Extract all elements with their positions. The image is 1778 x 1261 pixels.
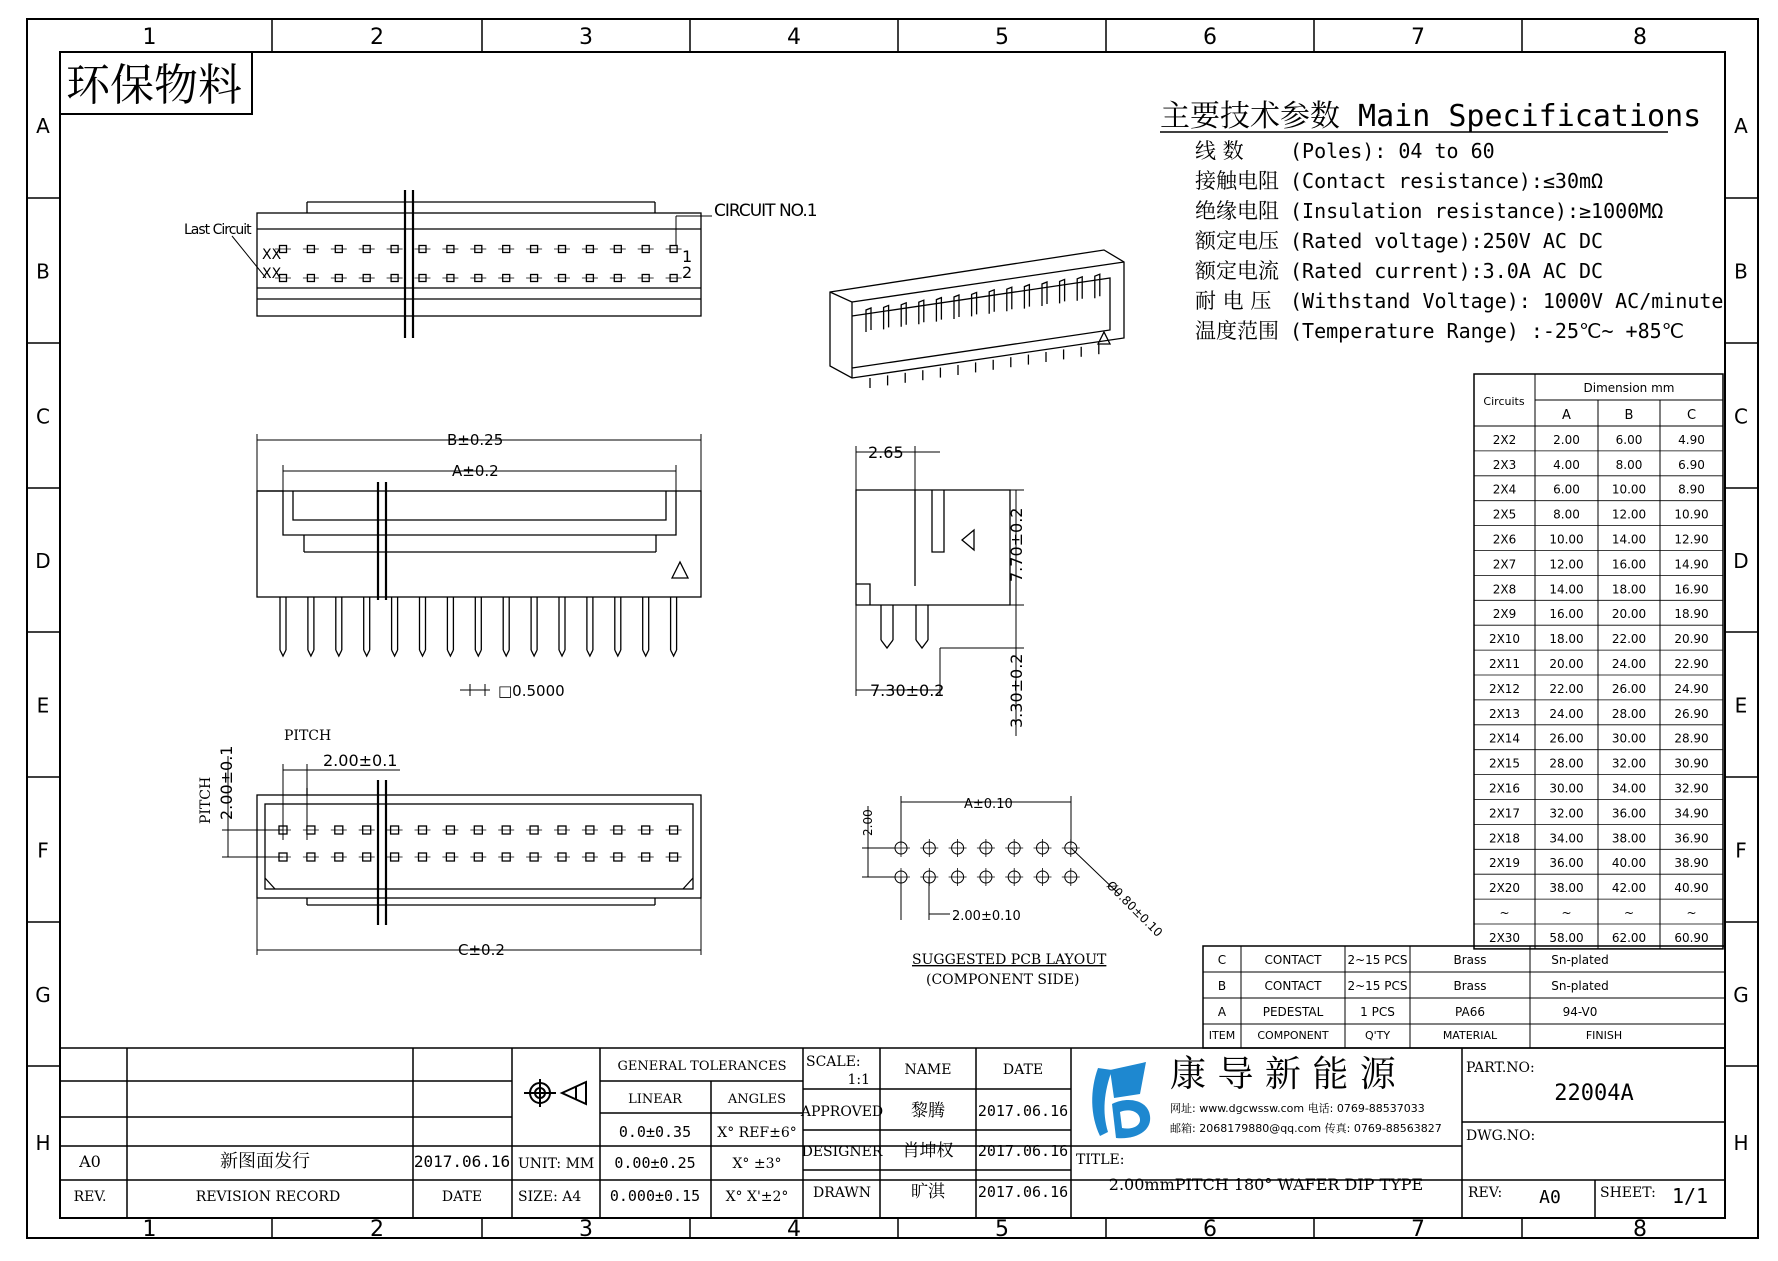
signoff-date: 2017.06.16	[977, 1142, 1069, 1160]
dimension-cell: 18.00	[1549, 632, 1584, 647]
dimension-cell: 6.00	[1553, 482, 1580, 497]
bom-cell: 94-V0	[1562, 1005, 1598, 1019]
bom-header: FINISH	[1585, 1029, 1623, 1042]
pin1-label: 1	[682, 247, 693, 266]
specs-list	[1195, 139, 1723, 343]
dimension-cell: 26.90	[1674, 706, 1709, 721]
pcb-layout-subtitle: (COMPONENT SIDE)	[926, 972, 1080, 988]
linear-tolerance: 0.0±0.35	[618, 1123, 692, 1141]
linear-title: LINEAR	[628, 1092, 682, 1107]
dimension-cell: 26.00	[1611, 681, 1647, 696]
bom-cell: CONTACT	[1264, 953, 1322, 967]
side-lead-dim: 3.30±0.2	[1007, 653, 1026, 728]
bom-cell: Sn-plated	[1551, 979, 1609, 993]
dimension-cell: 2X19	[1488, 856, 1521, 871]
scale-label: SCALE:	[806, 1054, 861, 1070]
dimension-cell: 22.90	[1674, 657, 1709, 671]
company-contact-1: 网址: www.dgcwssw.com 电话: 0769-88537033	[1170, 1102, 1425, 1115]
dimension-cell: 38.90	[1674, 856, 1709, 871]
circuit-no1-label: CIRCUIT NO.1	[714, 201, 817, 221]
dimension-cell: 8.00	[1553, 507, 1580, 522]
pcb-hole-dimension: Ø0.80±0.10	[1103, 878, 1166, 940]
frame-row-left: D	[35, 549, 51, 573]
dimension-cell: 2X4	[1492, 482, 1517, 497]
dimension-cell: 22.00	[1549, 681, 1584, 696]
frame-row-right: C	[1734, 404, 1748, 429]
dimension-cell: 2X5	[1492, 507, 1517, 522]
sheet-label: SHEET:	[1600, 1185, 1656, 1201]
unit-label: UNIT: MM	[518, 1156, 595, 1172]
frame-row-right: A	[1734, 114, 1748, 138]
dimension-cell: 2X10	[1488, 632, 1521, 647]
dimension-cell: 4.90	[1678, 432, 1705, 447]
company-logo	[1092, 1062, 1150, 1138]
frame-row-right: B	[1734, 259, 1748, 284]
dimension-cell: 40.90	[1674, 881, 1709, 896]
dimension-cell: 62.00	[1611, 930, 1647, 945]
frame-row-left: F	[37, 838, 49, 863]
dimension-cell: 10.00	[1549, 532, 1584, 547]
dimension-cell: 20.00	[1611, 607, 1647, 622]
dimension-cell: 16.90	[1674, 582, 1709, 597]
dimension-cell: 18.90	[1674, 607, 1709, 622]
dimension-cell: 58.00	[1549, 930, 1584, 945]
dimension-cell: 2X9	[1492, 607, 1517, 622]
signoff-name: 黎腾	[911, 1101, 945, 1121]
spec-text: (Rated voltage):250V AC DC	[1290, 229, 1604, 253]
dimension-cell: 14.00	[1611, 532, 1647, 547]
spec-label: 接触电阻	[1195, 169, 1279, 193]
frame-row-right: D	[1733, 549, 1749, 573]
spec-label: 温度范围	[1195, 319, 1279, 343]
last-circuit-leader	[232, 236, 266, 278]
dimension-cell: 38.00	[1549, 881, 1584, 896]
frame-col-bottom: 5	[995, 1217, 1009, 1242]
circuits-header: Circuits	[1483, 395, 1525, 408]
dimension-cell: 20.00	[1549, 657, 1584, 671]
linear-tolerance: 0.000±0.15	[609, 1187, 701, 1205]
scale-value: 1:1	[847, 1072, 870, 1088]
signoff-date: 2017.06.16	[977, 1102, 1069, 1120]
dimension-cell: 2X18	[1488, 831, 1521, 846]
dimension-col-header: C	[1686, 408, 1697, 423]
dimension-cell: 2X12	[1488, 681, 1521, 696]
angles-title: ANGLES	[727, 1092, 787, 1107]
dimension-cell: 36.90	[1674, 831, 1709, 846]
frame-row-left: G	[35, 983, 51, 1007]
dimension-cell: 2X13	[1488, 706, 1521, 721]
dimension-cell: 6.00	[1615, 432, 1643, 447]
dimension-cell: 12.00	[1549, 557, 1584, 572]
frame-col-top: 1	[142, 25, 157, 50]
frame-col-bottom: 7	[1411, 1217, 1425, 1242]
dimension-cell: 12.00	[1611, 507, 1647, 522]
bottom-view-dims	[222, 756, 701, 955]
frame-row-right: H	[1733, 1131, 1749, 1155]
dimension-cell: 28.00	[1611, 706, 1647, 721]
spec-label: 绝缘电阻	[1195, 199, 1279, 223]
xx-bottom: XX	[262, 266, 282, 282]
b-dimension: B±0.25	[447, 431, 504, 449]
dimension-cell: 38.00	[1611, 831, 1647, 846]
title-label: TITLE:	[1076, 1152, 1125, 1168]
pcb-layout	[862, 796, 1120, 920]
dimension-cell: 30.00	[1611, 731, 1647, 746]
dimension-cell: 2X14	[1488, 731, 1521, 746]
frame-col-top: 3	[579, 25, 593, 50]
bom-cell: C	[1217, 953, 1227, 967]
dimension-col-header: B	[1624, 408, 1634, 423]
frame-col-bottom: 2	[370, 1217, 384, 1242]
dimension-cell: 42.00	[1611, 881, 1647, 896]
dimension-cell: 8.00	[1615, 457, 1643, 472]
part-no-label: PART.NO:	[1466, 1060, 1535, 1076]
dimension-cell: 2X17	[1488, 806, 1521, 821]
spec-label: 额定电流	[1195, 259, 1279, 283]
bottom-view-drawing	[257, 780, 701, 925]
spec-label: 耐 电 压	[1195, 289, 1272, 313]
pcb-vertical-dimension: 2.00	[861, 809, 875, 836]
dimension-cell: 24.00	[1611, 657, 1647, 671]
bom-cell: B	[1217, 979, 1227, 993]
name-header: NAME	[904, 1062, 952, 1078]
sheet-value: 1/1	[1671, 1184, 1709, 1208]
bom-cell: 2~15 PCS	[1347, 979, 1408, 993]
spec-text: (Poles): 04 to 60	[1290, 139, 1495, 163]
frame-col-top: 6	[1203, 25, 1217, 50]
dimension-cell: 10.00	[1611, 482, 1647, 497]
bom-header: Q'TY	[1364, 1029, 1391, 1042]
bom-header: COMPONENT	[1257, 1029, 1329, 1042]
revision-date: 2017.06.16	[413, 1152, 511, 1171]
top-view-drawing	[257, 190, 701, 338]
frame-col-bottom: 4	[787, 1217, 801, 1242]
projection-symbol	[524, 1079, 586, 1107]
signoff-role: DESIGNER	[801, 1144, 883, 1160]
bom-table	[1203, 946, 1725, 1048]
frame-col-top: 8	[1633, 25, 1647, 50]
bom-header: MATERIAL	[1442, 1029, 1498, 1042]
frame-row-right: F	[1735, 838, 1747, 863]
dimension-cell: ~	[1561, 906, 1572, 920]
bom-cell: PEDESTAL	[1262, 1005, 1324, 1019]
eco-stamp: 环保物料	[66, 60, 242, 111]
bom-cell: CONTACT	[1264, 979, 1322, 993]
angle-tolerance: X° ±3°	[732, 1156, 782, 1172]
bom-cell: Sn-plated	[1551, 953, 1609, 967]
dimension-cell: 36.00	[1611, 806, 1647, 821]
frame-row-left: B	[36, 259, 50, 284]
dimension-cell: 2X3	[1492, 457, 1517, 472]
side-height-dim: 7.70±0.2	[1007, 507, 1026, 582]
spec-text: (Withstand Voltage): 1000V AC/minute	[1290, 289, 1724, 313]
frame-col-bottom: 1	[142, 1217, 157, 1242]
angle-tolerance: X° X'±2°	[725, 1189, 789, 1205]
angle-tolerance: X° REF±6°	[717, 1125, 797, 1141]
bom-cell: Brass	[1453, 979, 1487, 993]
date-header: DATE	[441, 1189, 483, 1205]
frame-row-right: E	[1734, 693, 1748, 718]
tolerances-title: GENERAL TOLERANCES	[617, 1059, 787, 1074]
specs-title: 主要技术参数 Main Specifications	[1160, 99, 1702, 134]
frame-col-bottom: 3	[579, 1217, 593, 1242]
bom-header: ITEM	[1208, 1029, 1236, 1042]
part-no-value: 22004A	[1554, 1081, 1634, 1106]
signoff-role: DRAWN	[813, 1185, 871, 1201]
signoff-name: 旷淇	[911, 1182, 945, 1202]
xx-top: XX	[262, 247, 282, 263]
spec-label: 线 数	[1195, 139, 1244, 163]
signoff-role: APPROVED	[800, 1104, 884, 1120]
bom-cell: 2~15 PCS	[1347, 953, 1408, 967]
dimension-table-title: Dimension mm	[1583, 381, 1675, 395]
pitch-word-vertical: PITCH	[198, 776, 214, 824]
frame-col-top: 5	[995, 25, 1009, 50]
title-block-text	[74, 1054, 1709, 1208]
date-col-header: DATE	[1002, 1062, 1044, 1078]
dimension-cell: 2X6	[1492, 532, 1517, 547]
signoff-date: 2017.06.16	[977, 1183, 1069, 1201]
dimension-cell: 12.90	[1674, 532, 1709, 547]
bom-cell: PA66	[1455, 1005, 1485, 1019]
bom-cell: Brass	[1453, 953, 1487, 967]
frame-col-top: 7	[1411, 25, 1425, 50]
dimension-cell: 40.00	[1611, 856, 1647, 871]
dwg-no-label: DWG.NO:	[1466, 1128, 1536, 1144]
dimension-cell: 28.00	[1549, 756, 1584, 771]
dimension-cell: 14.00	[1549, 582, 1584, 597]
side-width-dim: 2.65	[868, 443, 904, 462]
dimension-cell: 36.00	[1549, 856, 1584, 871]
size-label: SIZE: A4	[518, 1189, 582, 1205]
dimension-cell: 10.90	[1674, 507, 1709, 522]
dimension-cell: 32.90	[1674, 781, 1709, 796]
pcb-a-dimension: A±0.10	[964, 797, 1013, 812]
side-depth-dim: 7.30±0.2	[870, 681, 945, 700]
dimension-cell: 2X8	[1492, 582, 1517, 597]
dimension-cell: ~	[1499, 906, 1510, 920]
frame-row-left: E	[36, 693, 50, 718]
frame-col-bottom: 6	[1203, 1217, 1217, 1242]
frame-col-bottom: 8	[1633, 1217, 1647, 1242]
dimension-cell: 24.90	[1674, 681, 1709, 696]
dimension-cell: 20.90	[1674, 632, 1709, 647]
c-dimension: C±0.2	[458, 941, 505, 959]
pitch-word-label: PITCH	[284, 728, 332, 744]
isometric-view	[830, 250, 1124, 388]
linear-tolerance: 0.00±0.25	[614, 1154, 696, 1172]
dimension-cell: 32.00	[1549, 806, 1584, 821]
spec-text: (Temperature Range) :-25℃~ +85℃	[1290, 319, 1685, 343]
dimension-cell: 2X16	[1488, 781, 1521, 796]
frame-col-top: 4	[787, 25, 801, 50]
frame-row-right: G	[1733, 983, 1749, 1007]
dimension-cell: 26.00	[1549, 731, 1584, 746]
dimension-cell: 24.00	[1549, 706, 1584, 721]
dimension-cell: 16.00	[1549, 607, 1584, 622]
dimension-cell: 6.90	[1678, 457, 1705, 472]
last-circuit-label: Last Circuit	[184, 222, 251, 238]
pin-square-dimension: □0.5000	[498, 682, 565, 700]
dimension-cell: 2.00	[1553, 432, 1580, 447]
dimension-cell: 30.00	[1549, 781, 1584, 796]
revision-rev: A0	[79, 1152, 101, 1171]
frame-row-left: H	[35, 1131, 51, 1155]
pitch-dimension-h: 2.00±0.1	[323, 751, 398, 770]
company-name: 康 导 新 能 源	[1170, 1054, 1396, 1095]
pitch-dimension-v: 2.00±0.1	[217, 745, 236, 820]
dimension-cell: 2X15	[1488, 756, 1521, 771]
dimension-cell: 2X20	[1488, 881, 1521, 896]
frame-col-top: 2	[370, 25, 384, 50]
revision-record: 新图面发行	[220, 1151, 310, 1172]
spec-text: (Rated current):3.0A AC DC	[1290, 259, 1604, 283]
title-value: 2.00mmPITCH 180° WAFER DIP TYPE	[1108, 1175, 1424, 1194]
front-view-drawing	[257, 482, 701, 656]
rev-header: REV.	[73, 1189, 107, 1205]
company-contact-2: 邮箱: 2068179880@qq.com 传真: 0769-88563827	[1170, 1122, 1442, 1135]
bom-cell: A	[1217, 1005, 1227, 1019]
dimension-cell: 2X2	[1492, 432, 1517, 447]
dimension-cell: 2X7	[1492, 557, 1517, 572]
spec-text: (Insulation resistance):≥1000MΩ	[1290, 199, 1664, 223]
dimension-col-header: A	[1562, 408, 1571, 423]
dimension-cell: 30.90	[1674, 756, 1709, 771]
a-dimension: A±0.2	[452, 462, 499, 480]
frame-row-left: A	[36, 114, 50, 138]
pcb-layout-title: SUGGESTED PCB LAYOUT	[912, 952, 1107, 968]
dimension-cell: 14.90	[1674, 557, 1709, 572]
frame-row-left: C	[36, 404, 50, 429]
spec-text: (Contact resistance):≤30mΩ	[1290, 169, 1604, 193]
pin2-label: 2	[682, 263, 693, 282]
dimension-cell: 22.00	[1611, 632, 1647, 647]
dimension-cell: ~	[1623, 906, 1635, 920]
dimension-cell: 34.00	[1549, 831, 1584, 846]
signoff-name: 肖坤权	[902, 1141, 954, 1161]
dimension-cell: 28.90	[1674, 731, 1709, 746]
rev-value: A0	[1539, 1187, 1561, 1208]
dimension-cell: 4.00	[1553, 457, 1580, 472]
dimension-cell: 2X11	[1488, 657, 1521, 671]
pcb-pitch-dimension: 2.00±0.10	[952, 909, 1021, 924]
dimension-cell: 34.90	[1674, 806, 1709, 821]
dimension-cell: 2X30	[1488, 930, 1521, 945]
dimension-cell: 32.00	[1611, 756, 1647, 771]
dimension-cell: 60.90	[1674, 930, 1709, 945]
dimension-cell: 18.00	[1611, 582, 1647, 597]
bom-cell: 1 PCS	[1360, 1005, 1395, 1019]
rev-label: REV:	[1468, 1185, 1503, 1201]
dimension-table	[1474, 374, 1723, 949]
dimension-cell: 34.00	[1611, 781, 1647, 796]
dimension-cell: 8.90	[1678, 482, 1705, 497]
revision-record-header: REVISION RECORD	[195, 1189, 341, 1205]
spec-label: 额定电压	[1195, 229, 1279, 253]
dimension-cell: ~	[1686, 906, 1697, 920]
dimension-cell: 16.00	[1611, 557, 1647, 572]
